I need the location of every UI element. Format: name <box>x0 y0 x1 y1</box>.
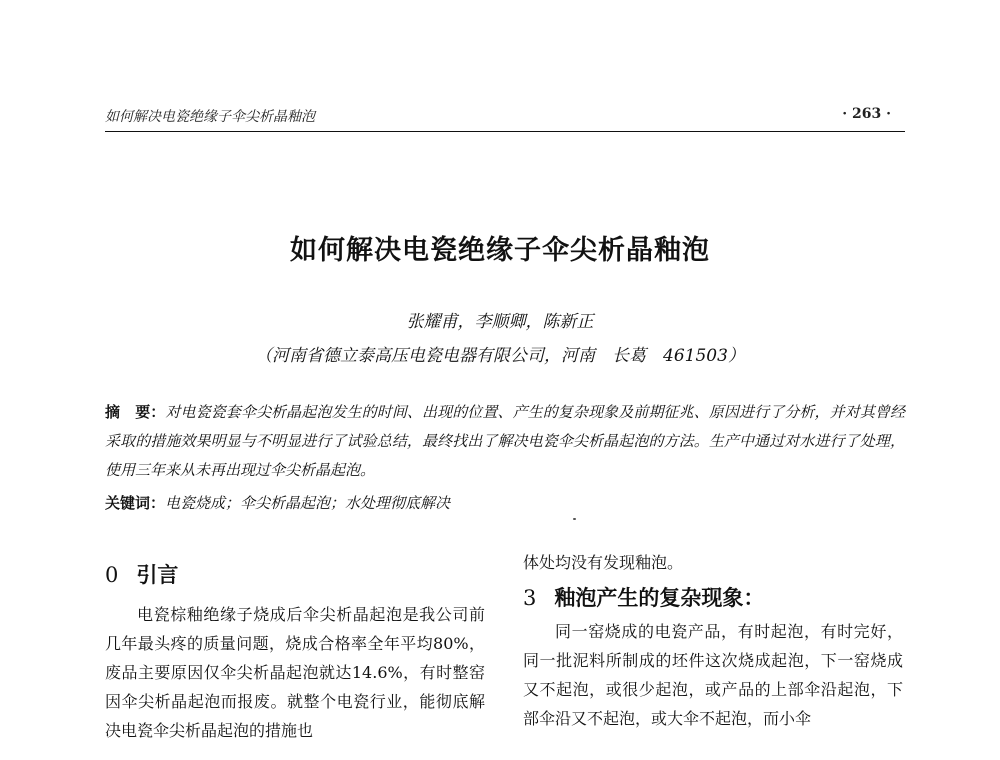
article-title: 如何解决电瓷绝缘子伞尖析晶釉泡 <box>290 235 710 266</box>
section-0-number: 0 <box>105 563 119 587</box>
abstract-text: 对电瓷瓷套伞尖析晶起泡发生的时间、出现的位置、产生的复杂现象及前期征兆、原因进行了分析，并对其曾经采取的措施效果明显与不明显进行了试验总结，最终找出了解决电瓷伞尖析晶起泡的方法。生产中通过对水进行了处理，使用三年来从未再出现过伞尖析晶起泡。 <box>105 403 905 479</box>
keywords <box>105 489 905 518</box>
section-0-title: 引言 <box>136 563 179 587</box>
section-3-heading <box>523 583 903 613</box>
running-head <box>105 106 905 126</box>
abstract-label: 摘 要： <box>105 403 166 421</box>
left-column <box>105 548 485 745</box>
author-list: 张耀甫，李顺卿，陈新正 <box>406 312 594 332</box>
page-number: · 263 · <box>842 106 891 122</box>
right-column <box>523 548 903 733</box>
continuation-line: 体处均没有发现釉泡。 <box>523 553 684 572</box>
running-title: 如何解决电瓷绝缘子伞尖析晶釉泡 <box>105 109 315 125</box>
keywords-label: 关键词： <box>105 494 166 512</box>
scan-speck <box>573 518 576 520</box>
section-3-paragraph: 同一窑烧成的电瓷产品，有时起泡，有时完好，同一批泥料所制成的坯件这次烧成起泡，下一窑烧成又不起泡，或很少起泡，或产品的上部伞沿起泡，下部伞沿又不起泡，或大伞不起泡，而小伞 <box>523 622 903 728</box>
author-affiliation: （河南省德立泰高压电瓷电器有限公司，河南 长葛 461503） <box>255 346 745 366</box>
section-3-title: 釉泡产生的复杂现象： <box>554 586 765 610</box>
abstract <box>105 398 905 485</box>
section-0-heading <box>105 560 485 590</box>
keywords-text: 电瓷烧成；伞尖析晶起泡；水处理彻底解决 <box>165 494 451 512</box>
section-3-number: 3 <box>523 586 537 610</box>
header-rule <box>105 131 905 132</box>
intro-paragraph: 电瓷棕釉绝缘子烧成后伞尖析晶起泡是我公司前几年最头疼的质量问题，烧成合格率全年平均80%，废品主要原因仅伞尖析晶起泡就达14.6%，有时整窑因伞尖析晶起泡而报废。就整个电瓷行业，能彻底解决电瓷伞尖析晶起泡的措施也 <box>105 605 485 740</box>
